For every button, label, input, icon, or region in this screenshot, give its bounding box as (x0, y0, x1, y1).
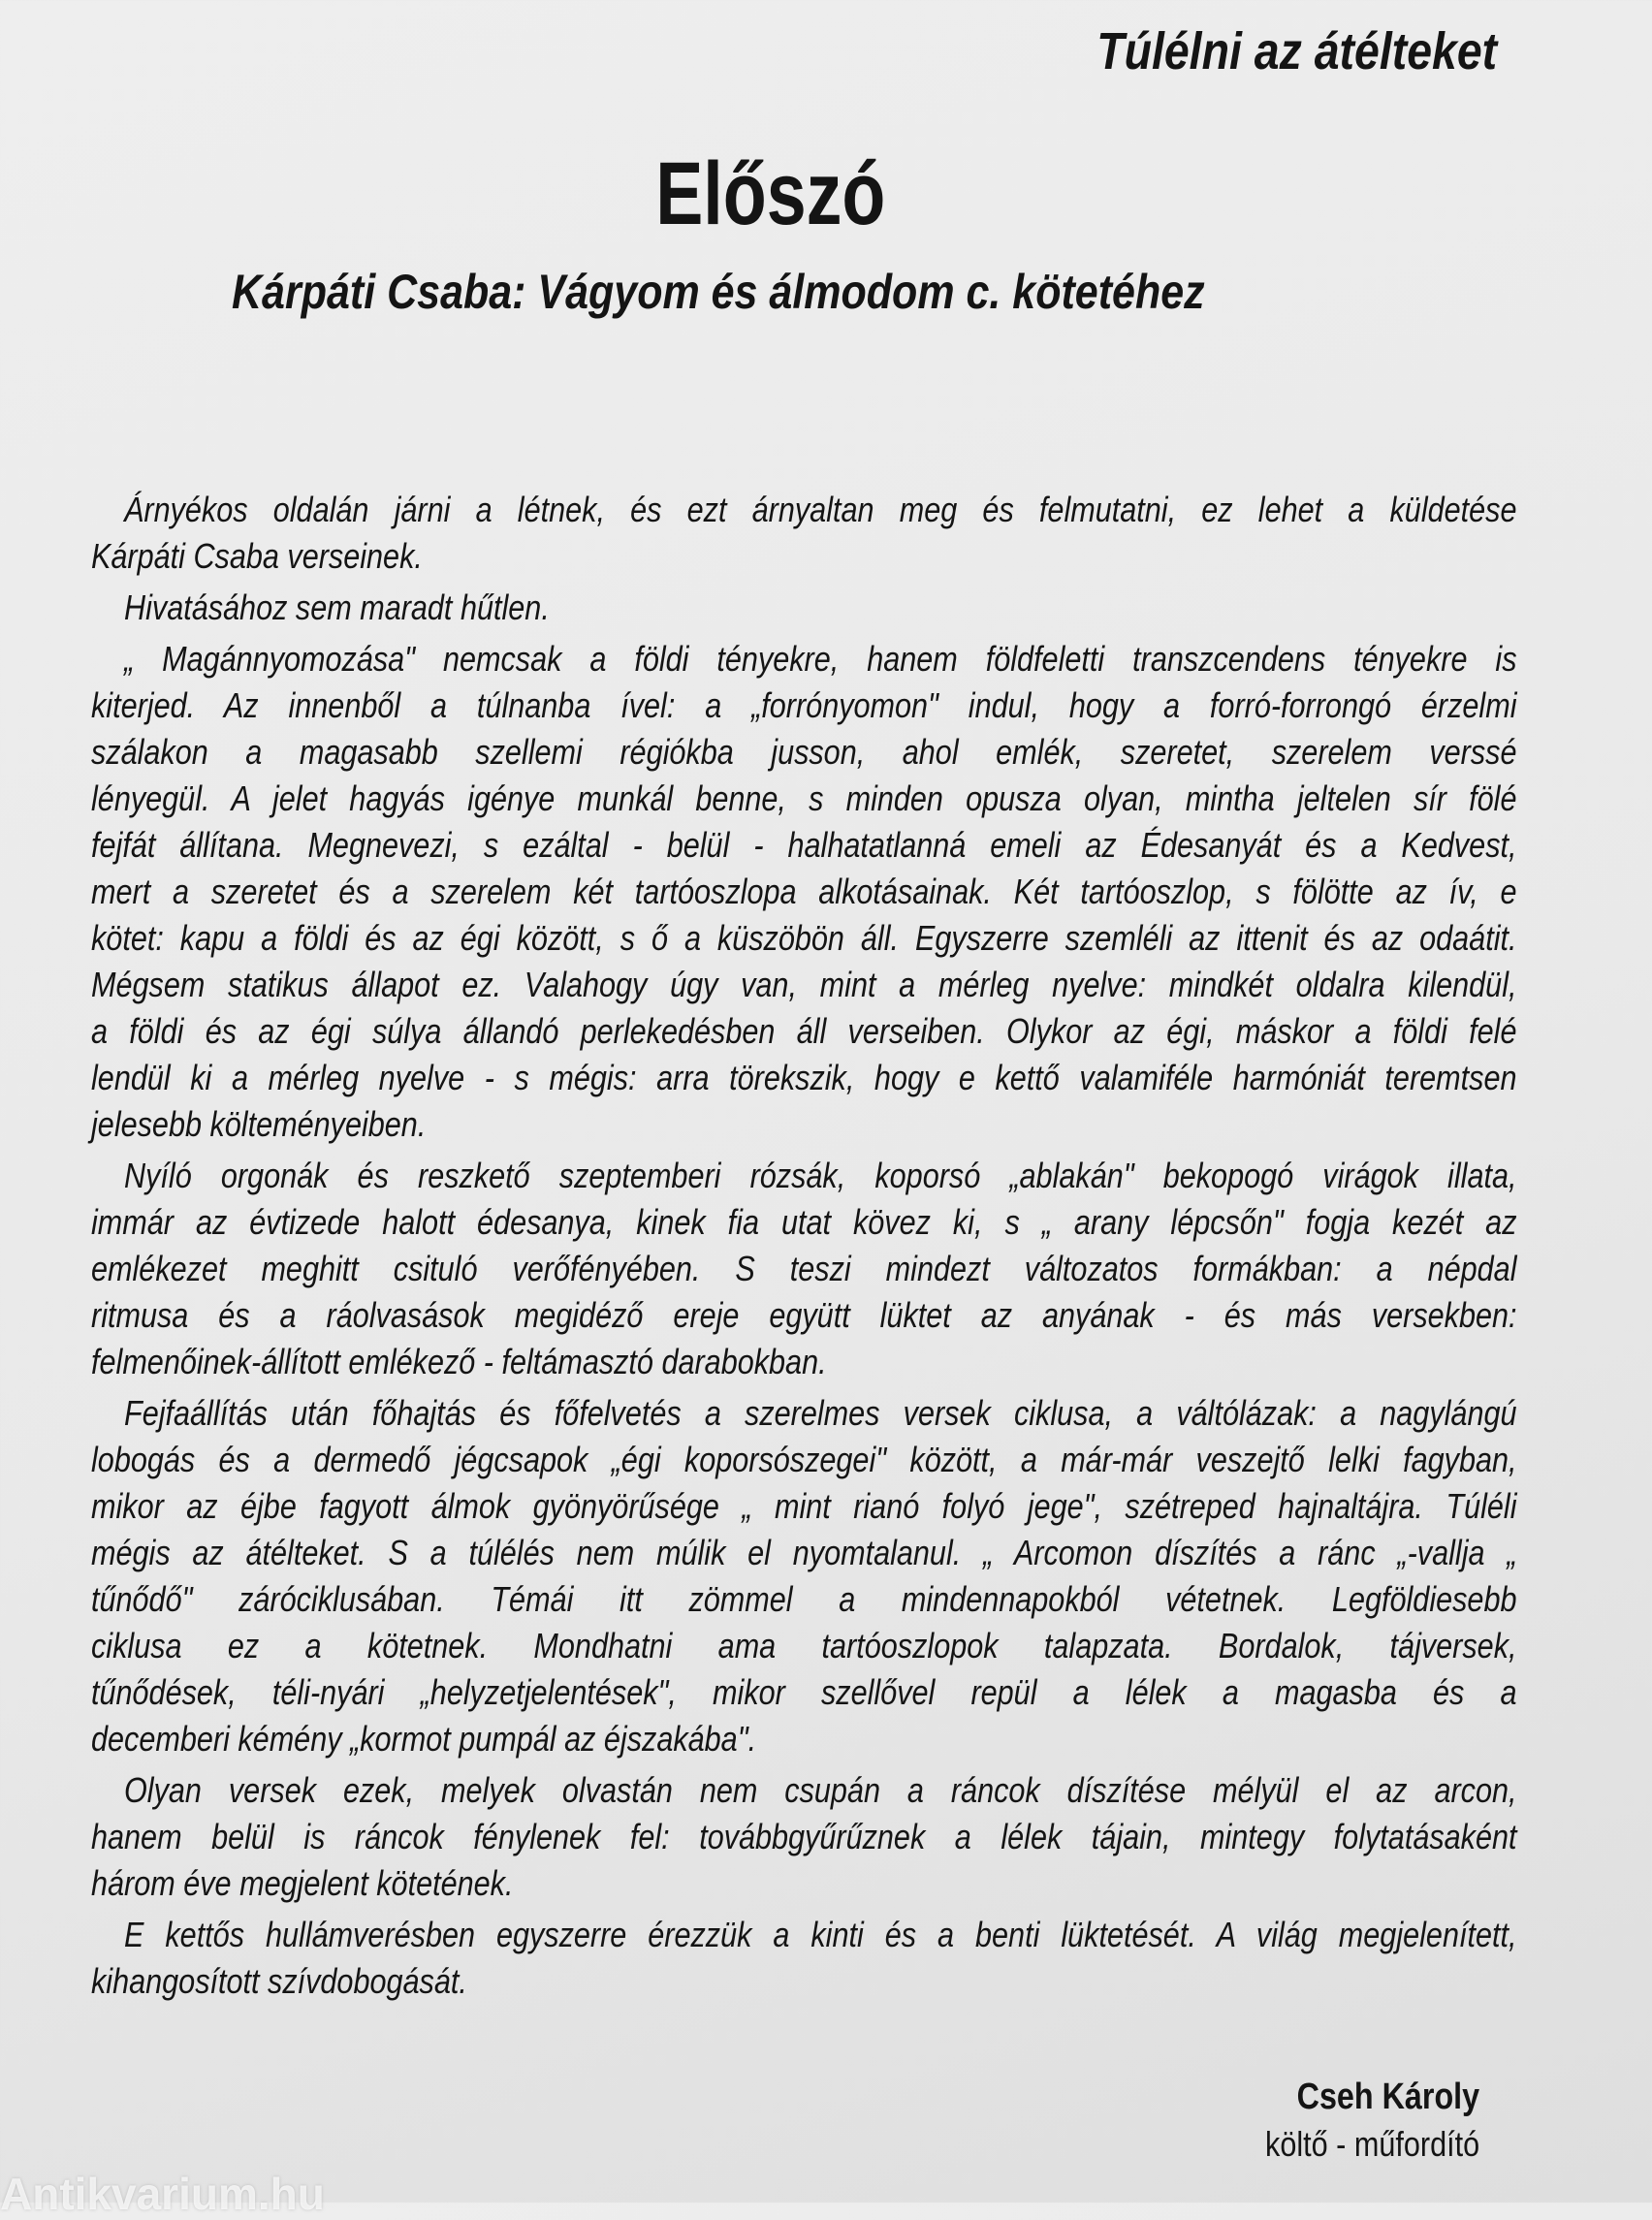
text-line: „ Magánnyomozása" nemcsak a földi tényekre, hanem földfeletti transzcendens tényekre is (124, 639, 1517, 679)
page-subtitle: Kárpáti Csaba: Vágyom és álmodom c. kötetéhez (232, 265, 1205, 319)
text-line: tűnődések, téli-nyári „helyzetjelentések", mikor szellővel repül a lélek a magasba és a (91, 1672, 1517, 1712)
text-line: lendül ki a mérleg nyelve - s mégis: arra törekszik, hogy e kettő valamiféle harmóniát teremtsen (91, 1058, 1517, 1097)
text-line: ciklusa ez a kötetnek. Mondhatni ama tartóoszlopok talapzata. Bordalok, tájversek, (91, 1626, 1517, 1665)
text-line: kiterjed. Az innenből a túlnanba ível: a „forrónyomon" indul, hogy a forró-forrongó érzelmi (91, 685, 1517, 725)
text-line: szálakon a magasabb szellemi régiókba jusson, ahol emlék, szeretet, szerelem verssé (91, 732, 1517, 772)
text-line: hanem belül is ráncok fénylenek fel: továbbgyűrűznek a lélek tájain, mintegy folytatásaként (91, 1817, 1517, 1856)
text-line: jelesebb költeményeiben. (91, 1104, 427, 1144)
foreword-body (91, 482, 1517, 2005)
paragraph (91, 1153, 1517, 1385)
watermark: Antikvarium.hu (0, 2169, 325, 2219)
text-line: decemberi kémény „kormot pumpál az éjszakába". (91, 1719, 757, 1759)
text-line: három éve megjelent kötetének. (91, 1863, 514, 1903)
text-line: kötet: kapu a földi és az égi között, s ő a küszöbön áll. Egyszerre szemléli az ittenit és az odaátit. (91, 918, 1517, 958)
paragraph (91, 636, 1517, 1148)
text-line: lényegül. A jelet hagyás igénye munkál benne, s minden opusza olyan, mintha jeltelen sír fölé (91, 778, 1517, 818)
text-line: Fejfaállítás után főhajtás és főfelvetés a szerelmes versek ciklusa, a váltólázak: a nagylángú (124, 1393, 1517, 1433)
text-line: felmenőinek-állított emlékező - feltámasztó darabokban. (91, 1342, 827, 1381)
author-name: Cseh Károly (1296, 2077, 1479, 2117)
text-line: Árnyékos oldalán járni a létnek, és ezt árnyaltan meg és felmutatni, ez lehet a küldetése (124, 490, 1517, 529)
text-line: ritmusa és a ráolvasások megidéző ereje együtt lüktet az anyának - és más versekben: (91, 1295, 1517, 1335)
author-role: költő - műfordító (1264, 2124, 1479, 2164)
text-line: Nyíló orgonák és reszkető szeptemberi rózsák, koporsó „ablakán" bekopogó virágok illata, (124, 1156, 1517, 1195)
text-line: Olyan versek ezek, melyek olvastán nem csupán a ráncok díszítése mélyül el az arcon, (124, 1770, 1517, 1810)
text-line: emlékezet meghitt csituló verőfényében. S teszi mindezt változatos formákban: a népdal (91, 1249, 1517, 1288)
paragraph (91, 1767, 1517, 1907)
text-line: a földi és az égi súlya állandó perlekedésben áll verseiben. Olykor az égi, máskor a földi felé (91, 1011, 1517, 1051)
text-line: E kettős hullámverésben egyszerre érezzük a kinti és a benti lüktetését. A világ megjelenített, (124, 1915, 1517, 1954)
text-line: tűnődő" záróciklusában. Témái itt zömmel a mindennapokból vétetnek. Legföldiesebb (91, 1579, 1517, 1619)
running-header: Túlélni az átélteket (1096, 22, 1497, 80)
text-line: mégis az átélteket. S a túlélés nem múlik el nyomtalanul. „ Arcomon díszítés a ránc „-vallja „ (91, 1533, 1517, 1572)
text-line: Hivatásához sem maradt hűtlen. (124, 587, 550, 627)
text-line: immár az évtizede halott édesanya, kinek fia utat kövez ki, s „ arany lépcsőn" fogja kezét az (91, 1202, 1517, 1242)
paragraph (91, 1390, 1517, 1762)
paragraph (91, 1912, 1517, 2005)
page-title: Előszó (655, 144, 886, 243)
paragraph (91, 585, 1517, 631)
text-line: Mégsem statikus állapot ez. Valahogy úgy van, mint a mérleg nyelve: mindkét oldalra kilendül, (91, 965, 1517, 1004)
text-line: lobogás és a dermedő jégcsapok „égi koporsószegei" között, a már-már veszejtő lelki fagyban, (91, 1440, 1517, 1479)
paragraph (91, 487, 1517, 580)
text-line: fejfát állítana. Megnevezi, s ezáltal - belül - halhatatlanná emeli az Édesanyát és a Kedvest, (91, 825, 1517, 865)
signature (1227, 2077, 1479, 2165)
text-line: mikor az éjbe fagyott álmok gyönyörűsége „ mint rianó folyó jege", szétreped hajnaltájra. Túléli (91, 1486, 1517, 1526)
text-line: mert a szeretet és a szerelem két tartóoszlopa alkotásainak. Két tartóoszlop, s fölötte az ív, e (91, 872, 1517, 911)
text-line: kihangosított szívdobogását. (91, 1961, 467, 2001)
text-line: Kárpáti Csaba verseinek. (91, 536, 423, 576)
